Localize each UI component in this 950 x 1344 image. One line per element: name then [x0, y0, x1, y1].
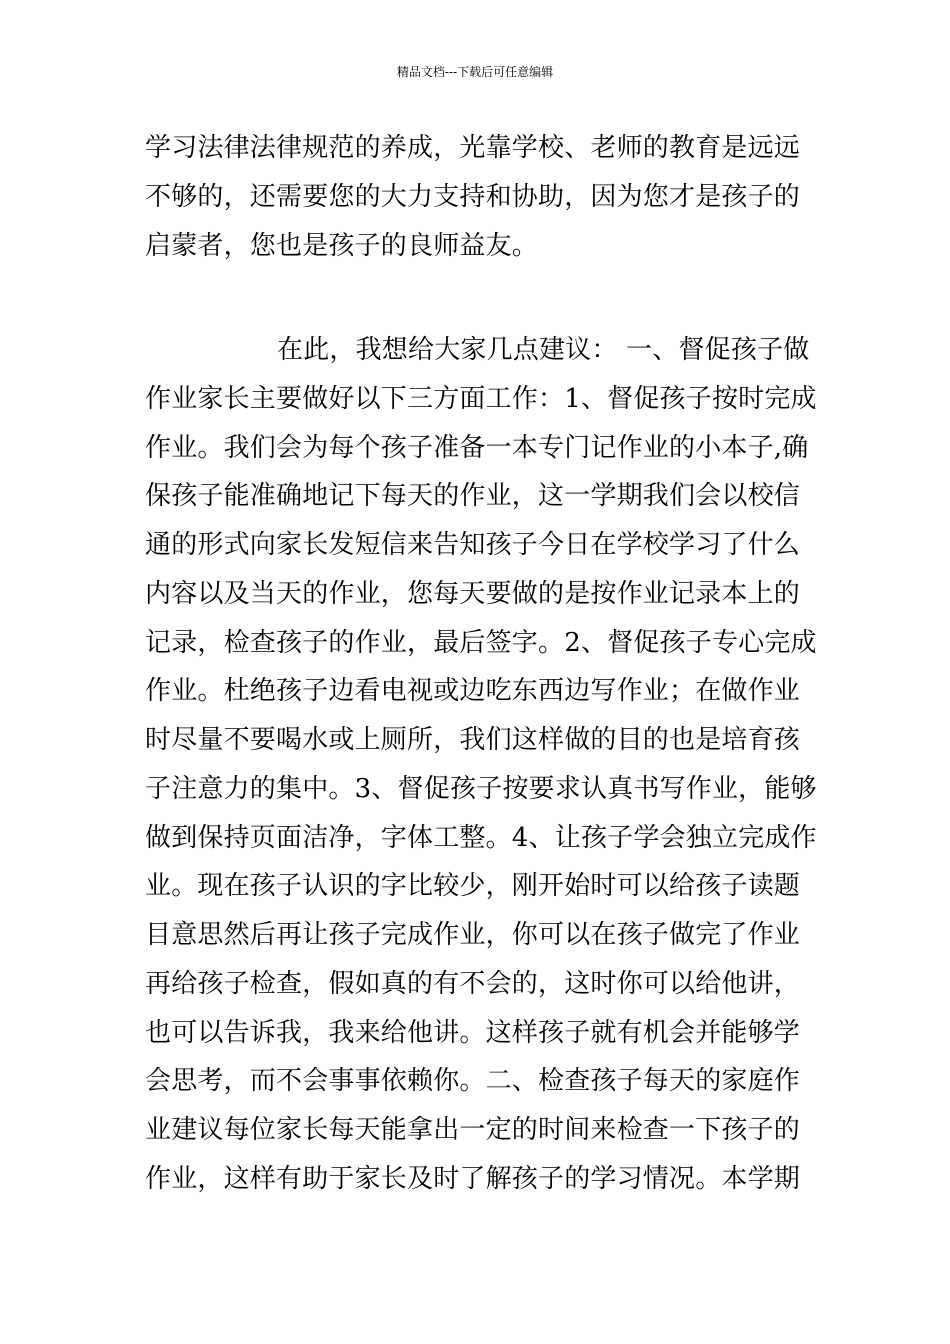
- text-line-indented: 在此，我想给大家几点建议： 一、督促孩子做: [277, 335, 810, 365]
- text-line: 作业。杜绝孩子边看电视或边吃东西边写作业；在做作业: [145, 676, 801, 707]
- text-line: 学习法律法律规范的养成，光靠学校、老师的教育是远远: [145, 133, 801, 163]
- text-line: 不够的，还需要您的大力支持和协助，因为您才是孩子的: [145, 181, 801, 212]
- page-header: 精品文档---下载后可任意编辑: [396, 65, 554, 79]
- text-line: 时尽量不要喝水或上厕所，我们这样做的目的也是培育孩: [145, 725, 801, 755]
- text-line: 启蒙者，您也是孩子的良师益友。: [145, 230, 539, 261]
- paragraph-2: [145, 326, 817, 1204]
- text-line: 做到保持页面洁净，字体工整。4、让孩子学会独立完成作: [145, 822, 817, 853]
- text-line: 目意思然后再让孩子完成作业，你可以在孩子做完了作业: [145, 920, 801, 950]
- text-line: 会思考，而不会事事依赖你。二、检查孩子每天的家庭作: [145, 1066, 801, 1097]
- text-line: 再给孩子检查，假如真的有不会的，这时你可以给他讲，: [145, 968, 801, 999]
- text-line: 作业家长主要做好以下三方面工作：1、督促孩子按时完成: [145, 383, 817, 414]
- paragraph-1: [145, 124, 807, 270]
- text-line: 作业，这样有助于家长及时了解孩子的学习情况。本学期: [145, 1163, 801, 1194]
- text-line: 通的形式向家长发短信来告知孩子今日在学校学习了什么: [145, 530, 801, 560]
- text-line: 记录，检查孩子的作业，最后签字。2、督促孩子专心完成: [145, 627, 817, 658]
- text-line: 子注意力的集中。3、督促孩子按要求认真书写作业，能够: [145, 773, 817, 804]
- text-line: 也可以告诉我，我来给他讲。这样孩子就有机会并能够学: [145, 1017, 801, 1048]
- text-line: 保孩子能准确地记下每天的作业，这一学期我们会以校信: [145, 481, 801, 512]
- text-line: 内容以及当天的作业，您每天要做的是按作业记录本上的: [145, 578, 801, 609]
- text-line: 业建议每位家长每天能拿出一定的时间来检查一下孩子的: [145, 1115, 801, 1145]
- text-line: 业。现在孩子认识的字比较少，刚开始时可以给孩子读题: [145, 871, 801, 902]
- text-line: 作业。我们会为每个孩子准备一本专门记作业的小本子,确: [145, 432, 809, 463]
